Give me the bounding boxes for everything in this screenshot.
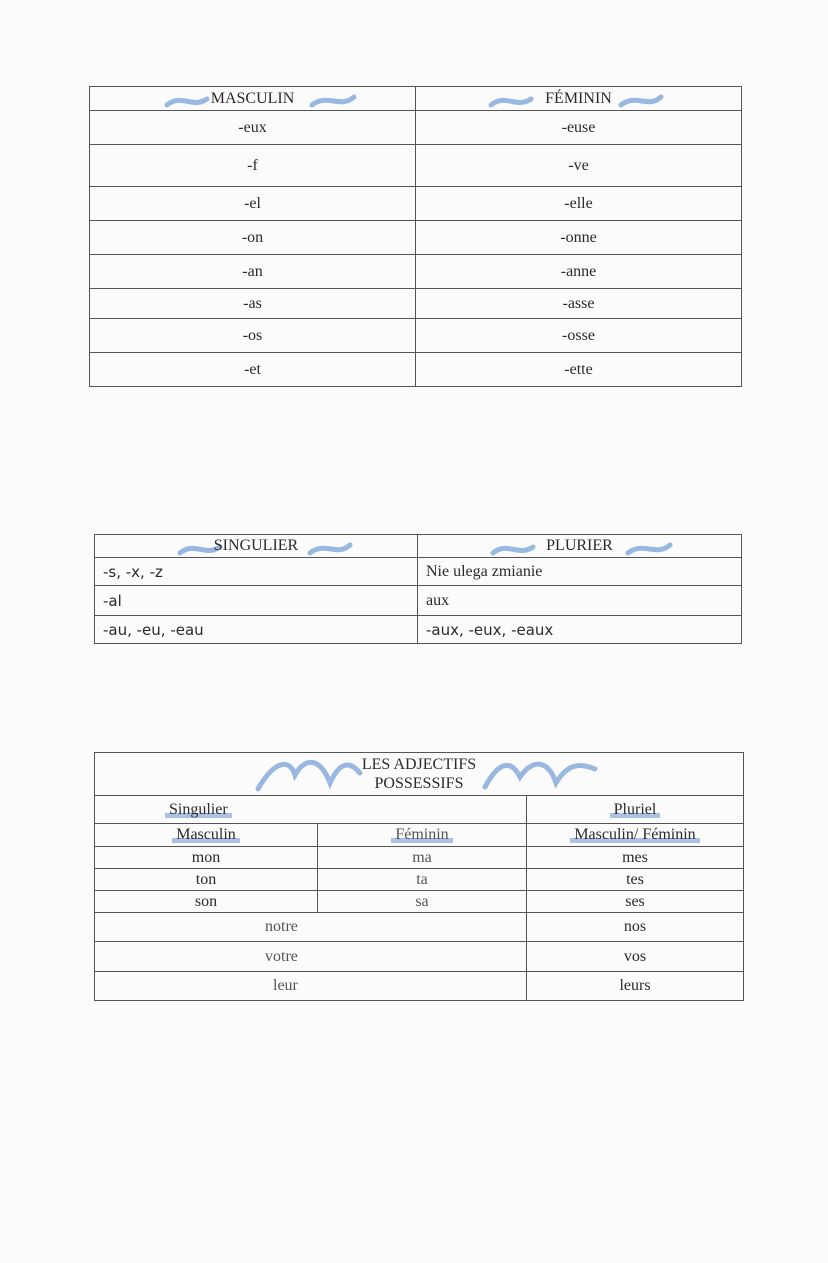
singular-ending: -al — [95, 586, 418, 616]
masculin-label: Masculin — [172, 826, 240, 843]
fem-ending: -ve — [416, 145, 742, 187]
header-feminin-cell — [416, 87, 742, 111]
fem-ending: -elle — [416, 187, 742, 221]
plural-ending: aux — [418, 586, 742, 616]
masc-ending: -el — [90, 187, 416, 221]
common-possessive: notre — [95, 913, 527, 942]
fem-possessive: ta — [318, 869, 527, 891]
fem-ending: -anne — [416, 255, 742, 289]
singulier-label: Singulier — [165, 801, 232, 818]
plural-possessive: ses — [527, 891, 744, 913]
gender-endings-table — [89, 86, 742, 387]
plural-ending: -aux, -eux, -eaux — [418, 616, 742, 644]
title-line-1: LES ADJECTIFS — [361, 756, 477, 773]
possessive-title-cell — [95, 753, 744, 796]
pluriel-header: PLURIER — [546, 537, 613, 554]
masculin-header: MASCULIN — [210, 89, 295, 107]
pluriel-cell — [527, 796, 744, 824]
masc-ending: -eux — [90, 111, 416, 145]
common-possessive: leur — [95, 972, 527, 1001]
masc-ending: -as — [90, 289, 416, 319]
masc-fem-label: Masculin/ Féminin — [570, 826, 699, 843]
plural-possessive: tes — [527, 869, 744, 891]
singulier-cell — [95, 796, 527, 824]
masc-ending: -an — [90, 255, 416, 289]
plural-ending: Nie ulega zmianie — [418, 558, 742, 586]
title-line-2: POSSESSIFS — [374, 775, 464, 792]
plural-possessive: nos — [527, 913, 744, 942]
plural-possessive: mes — [527, 847, 744, 869]
feminin-header: FÉMININ — [545, 89, 612, 107]
fem-ending: -euse — [416, 111, 742, 145]
feminin-label: Féminin — [391, 826, 452, 843]
masc-ending: -os — [90, 319, 416, 353]
singular-ending: -au, -eu, -eau — [95, 616, 418, 644]
fem-possessive: sa — [318, 891, 527, 913]
masc-possessive: mon — [95, 847, 318, 869]
plural-possessive: vos — [527, 942, 744, 972]
fem-ending: -asse — [416, 289, 742, 319]
masculin-cell — [95, 824, 318, 847]
plural-endings-table — [94, 534, 742, 644]
common-possessive: votre — [95, 942, 527, 972]
singular-ending: -s, -x, -z — [95, 558, 418, 586]
masc-ending: -et — [90, 353, 416, 387]
masc-possessive: ton — [95, 869, 318, 891]
masc-possessive: son — [95, 891, 318, 913]
possessive-adjectives-table — [94, 752, 744, 1001]
header-singulier-cell — [95, 535, 418, 558]
fem-ending: -osse — [416, 319, 742, 353]
header-pluriel-cell — [418, 535, 742, 558]
possessive-title — [362, 756, 476, 792]
pluriel-label: Pluriel — [610, 801, 661, 818]
header-masculin-cell — [90, 87, 416, 111]
plural-possessive: leurs — [527, 972, 744, 1001]
fem-ending: -ette — [416, 353, 742, 387]
fem-ending: -onne — [416, 221, 742, 255]
masc-fem-cell — [527, 824, 744, 847]
masc-ending: -on — [90, 221, 416, 255]
singulier-header: SINGULIER — [213, 537, 299, 554]
feminin-cell — [318, 824, 527, 847]
masc-ending: -f — [90, 145, 416, 187]
fem-possessive: ma — [318, 847, 527, 869]
